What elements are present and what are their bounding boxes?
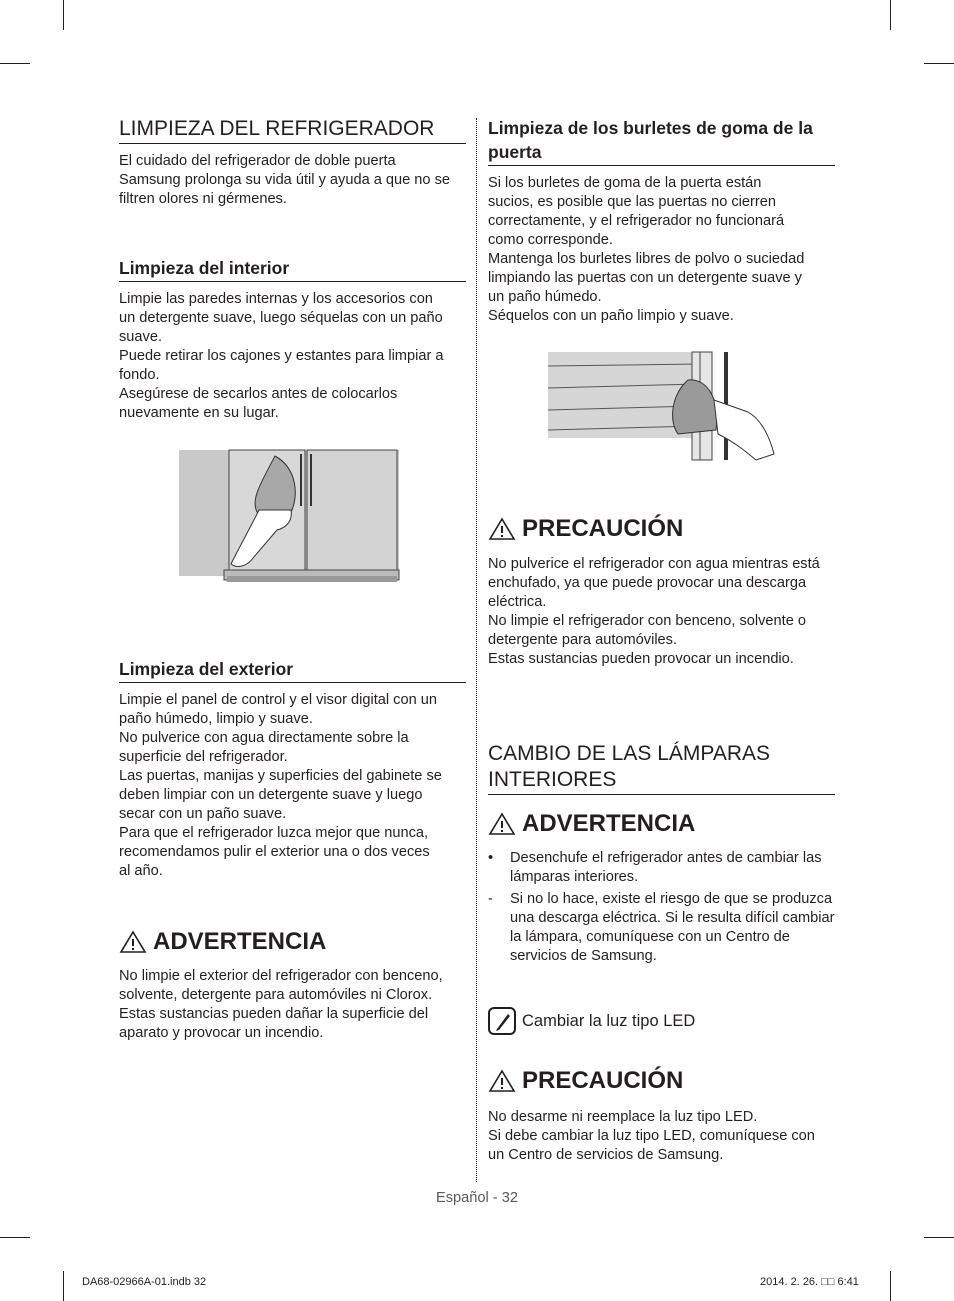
door-gasket-illustration	[548, 350, 778, 462]
lamp-warning-heading: ADVERTENCIA	[488, 810, 695, 838]
caution-text: No pulverice el refrigerador con agua mientras está enchufado, ya que puede provocar una descarga eléctrica. No limpie el refrigerador con benceno, solvente o detergente para automóviles. Estas sustancias pueden provocar un incendio.	[488, 556, 820, 667]
crop-mark	[890, 0, 891, 30]
warning-text: No limpie el exterior del refrigerador con benceno, solvente, detergente para automóviles ni Clorox. Estas sustancias pueden dañar la superficie del aparato y provocar un incendio.	[119, 968, 443, 1041]
interior-text: Limpie las paredes internas y los accesorios con un detergente suave, luego séquelas con un paño suave. Puede retirar los cajones y estantes para limpiar a fondo. Asegúrese de secarlos antes de colocarlos nuevamente en su lugar.	[119, 291, 444, 421]
gasket-text: Si los burletes de goma de la puerta están sucios, es posible que las puertas no cierren correctamente, y el refrigerador no funcionará como corresponde. Mantenga los burletes libres de polvo o suciedad limpiando las puertas con un detergente suave y un paño húmedo. Séquelos con un paño limpio y suave.	[488, 175, 805, 324]
gasket-title: Limpieza de los burletes de goma de la puerta	[488, 116, 835, 166]
main-title: LIMPIEZA DEL REFRIGERADOR	[119, 116, 466, 144]
crop-mark	[0, 1237, 30, 1238]
lamp-title: CAMBIO DE LAS LÁMPARAS INTERIORES	[488, 741, 835, 795]
warning-icon	[488, 517, 516, 541]
warning-icon	[488, 1069, 516, 1093]
intro-text: El cuidado del refrigerador de doble puerta Samsung prolonga su vida útil y ayuda a que no se filtren olores ni gérmenes.	[119, 153, 451, 207]
crop-mark	[63, 1271, 64, 1301]
led-note: Cambiar la luz tipo LED	[488, 1007, 695, 1035]
warning-icon	[119, 930, 147, 954]
page-number: Español - 32	[436, 1190, 518, 1206]
crop-mark	[924, 1237, 954, 1238]
dash-item: - Si no lo hace, existe el riesgo de que se produzca una descarga eléctrica. Si le resulta difícil cambiar la lámpara, comuníquese con un Centro de servicios de Samsung.	[488, 891, 835, 964]
caution2-text: No desarme ni reemplace la luz tipo LED. Si debe cambiar la luz tipo LED, comuníquese con un Centro de servicios de Samsung.	[488, 1109, 815, 1163]
bullet-item: • Desenchufe el refrigerador antes de cambiar las lámparas interiores.	[488, 850, 822, 885]
exterior-text: Limpie el panel de control y el visor digital con un paño húmedo, limpio y suave. No pulverice con agua directamente sobre la superficie del refrigerador. Las puertas, manijas y superficies del gabinete se deben limpiar con un detergente suave y luego secar con un paño suave. Para que el refrigerador luzca mejor que nunca, recomendamos pulir el exterior una o dos veces al año.	[119, 692, 442, 879]
caution-heading: PRECAUCIÓN	[488, 515, 683, 543]
refrigerator-exterior-illustration	[179, 446, 404, 591]
crop-mark	[890, 1271, 891, 1301]
column-divider	[476, 118, 477, 1182]
note-icon	[488, 1007, 516, 1035]
exterior-title: Limpieza del exterior	[119, 657, 466, 683]
crop-mark	[0, 63, 30, 64]
file-slug: DA68-02966A-01.indb 32	[82, 1276, 207, 1288]
crop-mark	[63, 0, 64, 30]
warning-heading: ADVERTENCIA	[119, 928, 326, 956]
caution2-heading: PRECAUCIÓN	[488, 1067, 683, 1095]
crop-mark	[924, 63, 954, 64]
warning-icon	[488, 812, 516, 836]
interior-title: Limpieza del interior	[119, 256, 466, 282]
date-slug: 2014. 2. 26. □□ 6:41	[760, 1276, 859, 1288]
